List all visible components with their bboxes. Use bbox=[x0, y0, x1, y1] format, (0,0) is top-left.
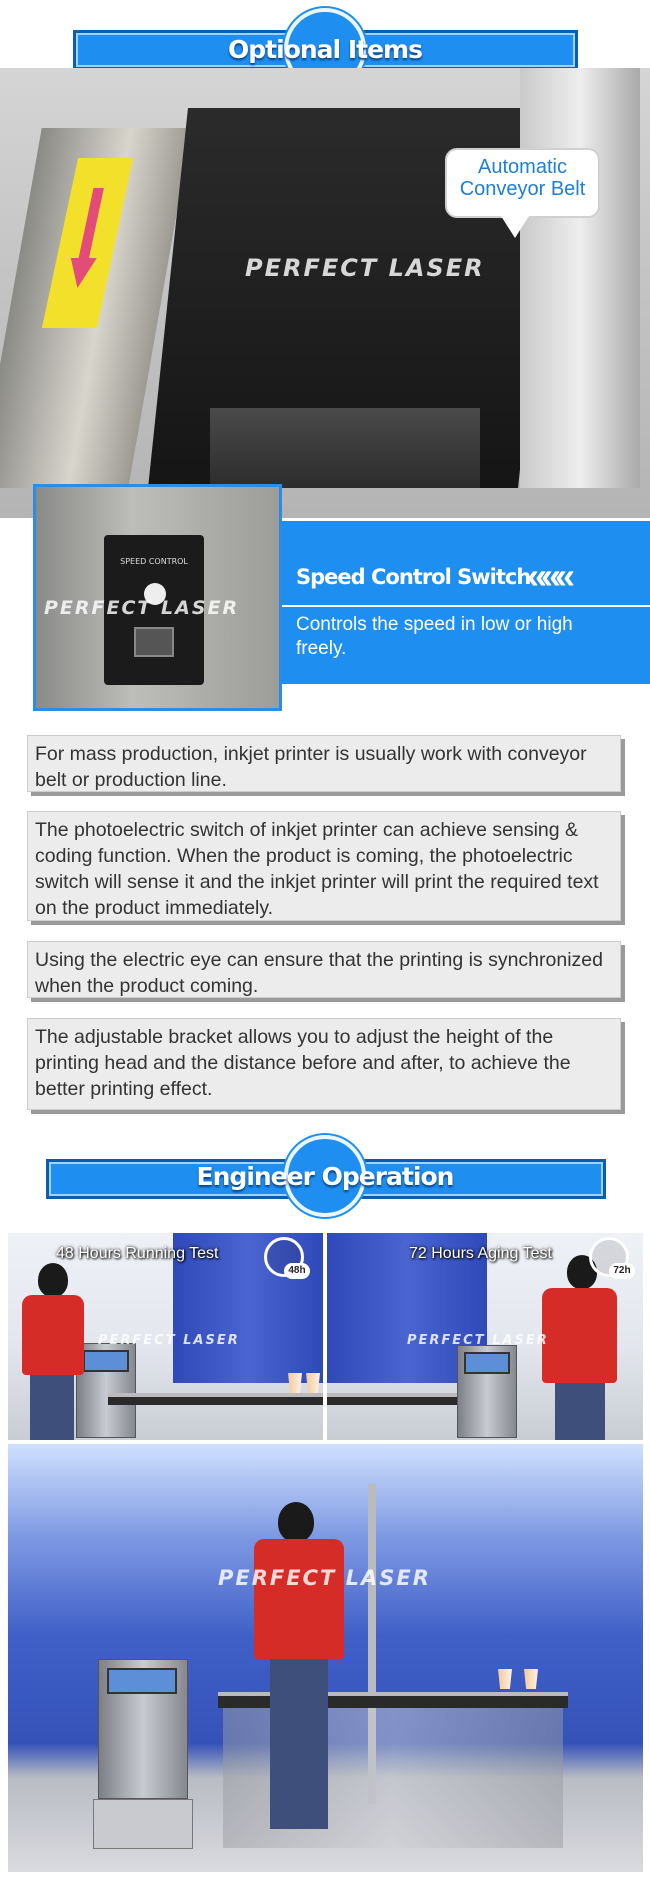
power-toggle bbox=[134, 627, 174, 657]
switch-label: SPEED CONTROL bbox=[120, 557, 188, 566]
note-box: Using the electric eye can ensure that the printing is synchronized when the product coming. bbox=[27, 941, 621, 998]
conveyor-frame bbox=[520, 68, 640, 488]
inset-watermark: PERFECT LASER bbox=[44, 597, 240, 619]
optional-items-title: Optional Items bbox=[228, 35, 422, 64]
divider bbox=[282, 605, 650, 607]
conveyor-belt-photo bbox=[0, 68, 650, 518]
printer-stand bbox=[93, 1799, 193, 1849]
speed-control-description: Controls the speed in low or high freely. bbox=[296, 614, 573, 659]
callout-line-1: Automatic bbox=[478, 156, 567, 178]
inkjet-printer bbox=[76, 1343, 136, 1438]
aging-test-photo bbox=[327, 1233, 643, 1440]
conveyor bbox=[108, 1393, 323, 1405]
conveyor bbox=[327, 1393, 477, 1405]
watermark: PERFECT LASER bbox=[407, 1333, 549, 1348]
running-test-label: 48 Hours Running Test bbox=[56, 1245, 219, 1262]
engineer-operation-title: Engineer Operation bbox=[196, 1162, 454, 1191]
running-test-photo bbox=[8, 1233, 323, 1440]
conveyor-callout bbox=[445, 148, 600, 218]
watermark: PERFECT LASER bbox=[98, 1333, 240, 1348]
inkjet-printer bbox=[98, 1659, 188, 1799]
printer-screen bbox=[464, 1352, 510, 1374]
note-box: The adjustable bracket allows you to adjust the height of the printing head and the distance before and after, to achieve the better printing effect. bbox=[27, 1018, 621, 1110]
engineer-operating-photo bbox=[8, 1444, 643, 1872]
conveyor-motor bbox=[210, 408, 480, 488]
watermark: PERFECT LASER bbox=[218, 1566, 431, 1590]
printer-screen bbox=[83, 1350, 129, 1372]
speed-control-panel bbox=[282, 521, 650, 684]
chevrons-left-icon: ««« bbox=[527, 555, 570, 596]
engineer-operation-banner bbox=[0, 1135, 650, 1215]
callout-line-2: Conveyor Belt bbox=[459, 178, 586, 200]
hours-badge: 72h bbox=[609, 1263, 635, 1279]
aging-test-label: 72 Hours Aging Test bbox=[409, 1245, 552, 1262]
cup bbox=[288, 1373, 302, 1393]
note-box: For mass production, inkjet printer is usually work with conveyor belt or production line. bbox=[27, 735, 621, 792]
arrow-down-icon bbox=[64, 188, 111, 288]
speed-control-photo bbox=[33, 484, 282, 711]
watermark: PERFECT LASER bbox=[245, 254, 485, 282]
speed-control-heading: Speed Control Switch bbox=[296, 565, 531, 589]
cup bbox=[306, 1373, 320, 1393]
note-box: The photoelectric switch of inkjet printer can achieve sensing & coding function. When the product is coming, the photoelectric switch will sense it and the inkjet printer will print the required text on the product immediately. bbox=[27, 811, 621, 921]
cup bbox=[524, 1669, 538, 1689]
cup bbox=[498, 1669, 512, 1689]
printer-screen bbox=[107, 1668, 177, 1694]
inkjet-printer bbox=[457, 1345, 517, 1438]
hours-badge: 48h bbox=[284, 1263, 310, 1279]
